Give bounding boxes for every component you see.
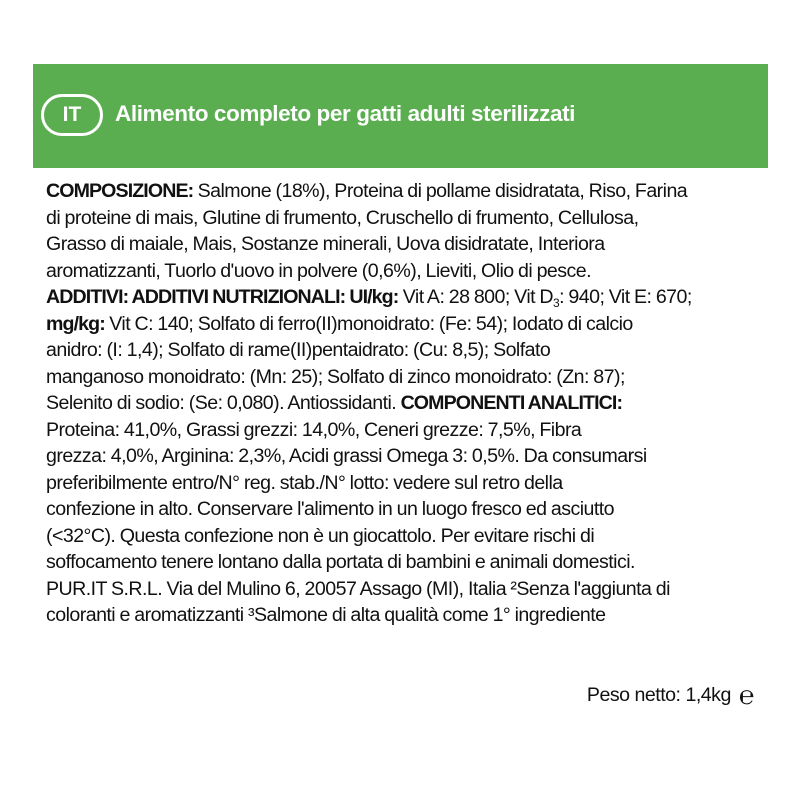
analytical-line-4: confezione in alto. Conservare l'alimento in un luogo fresco ed asciutto (46, 498, 614, 520)
product-title: Alimento completo per gatti adulti sterilizzati (115, 101, 576, 126)
language-badge: IT (41, 94, 103, 136)
header-banner (33, 64, 768, 168)
mg-kg-label: mg/kg: (46, 312, 105, 335)
net-weight (587, 682, 754, 708)
analytical-line-5: (<32°C). Questa confezione non è un giocattolo. Per evitare rischi di (46, 524, 595, 547)
analytical-line-8: coloranti e aromatizzanti ³Salmone di alta qualità come 1° ingrediente (46, 604, 606, 626)
composition-line-2: di proteine di mais, Glutine di frumento, Cruschello di frumento, Cellulosa, (46, 206, 639, 229)
analytical-line-7: PUR.IT S.R.L. Via del Mulino 6, 20057 Assago (MI), Italia ²Senza l'aggiunta di (46, 577, 670, 600)
net-weight-text: Peso netto: 1,4kg (586, 684, 731, 706)
analytical-line-2: grezza: 4,0%, Arginina: 2,3%, Acidi grassi Omega 3: 0,5%. Da consumarsi (46, 445, 647, 467)
analytical-line-3: preferibilmente entro/N° reg. stab./N° lotto: vedere sul retro della (46, 471, 563, 494)
additives-line-3: anidro: (I: 1,4); Solfato di rame(II)pentaidrato: (Cu: 8,5); Solfato (46, 339, 551, 361)
composition-line-4: aromatizzanti, Tuorlo d'uovo in polvere (0,6%), Lieviti, Olio di pesce. (46, 259, 592, 282)
composition-line-3: Grasso di maiale, Mais, Sostanze minerali, Uova disidratate, Interiora (46, 233, 605, 255)
composition-label: COMPOSIZIONE: (46, 180, 194, 202)
additives-label: ADDITIVI: ADDITIVI NUTRIZIONALI: UI/kg: (46, 286, 399, 308)
composition-line-1: COMPOSIZIONE: Salmone (18%), Proteina di pollame disidratata, Riso, Farina (46, 180, 688, 202)
additives-line-1: ADDITIVI: ADDITIVI NUTRIZIONALI: UI/kg: Vit A: 28 800; Vit $D_3$: 940; Vit E: 670; (46, 286, 692, 310)
analytical-label: COMPONENTI ANALITICI: (400, 392, 623, 414)
estimated-sign-icon: ℮ (738, 680, 754, 710)
analytical-line-1: Proteina: 41,0%, Grassi grezzi: 14,0%, Ceneri grezze: 7,5%, Fibra (46, 418, 582, 441)
additives-line-4: manganoso monoidrato: (Mn: 25); Solfato di zinco monoidrato: (Zn: 87); (46, 365, 625, 388)
additives-line-5: Selenito di sodio: (Se: 0,080). Antiossidanti. COMPONENTI ANALITICI: (46, 392, 623, 414)
additives-line-2: mg/kg: Vit C: 140; Solfato di ferro(II)monoidrato: (Fe: 54); Iodato di calcio (46, 312, 633, 335)
label-text-block (46, 178, 756, 629)
analytical-line-6: soffocamento tenere lontano dalla portata di bambini e animali domestici. (46, 551, 635, 573)
